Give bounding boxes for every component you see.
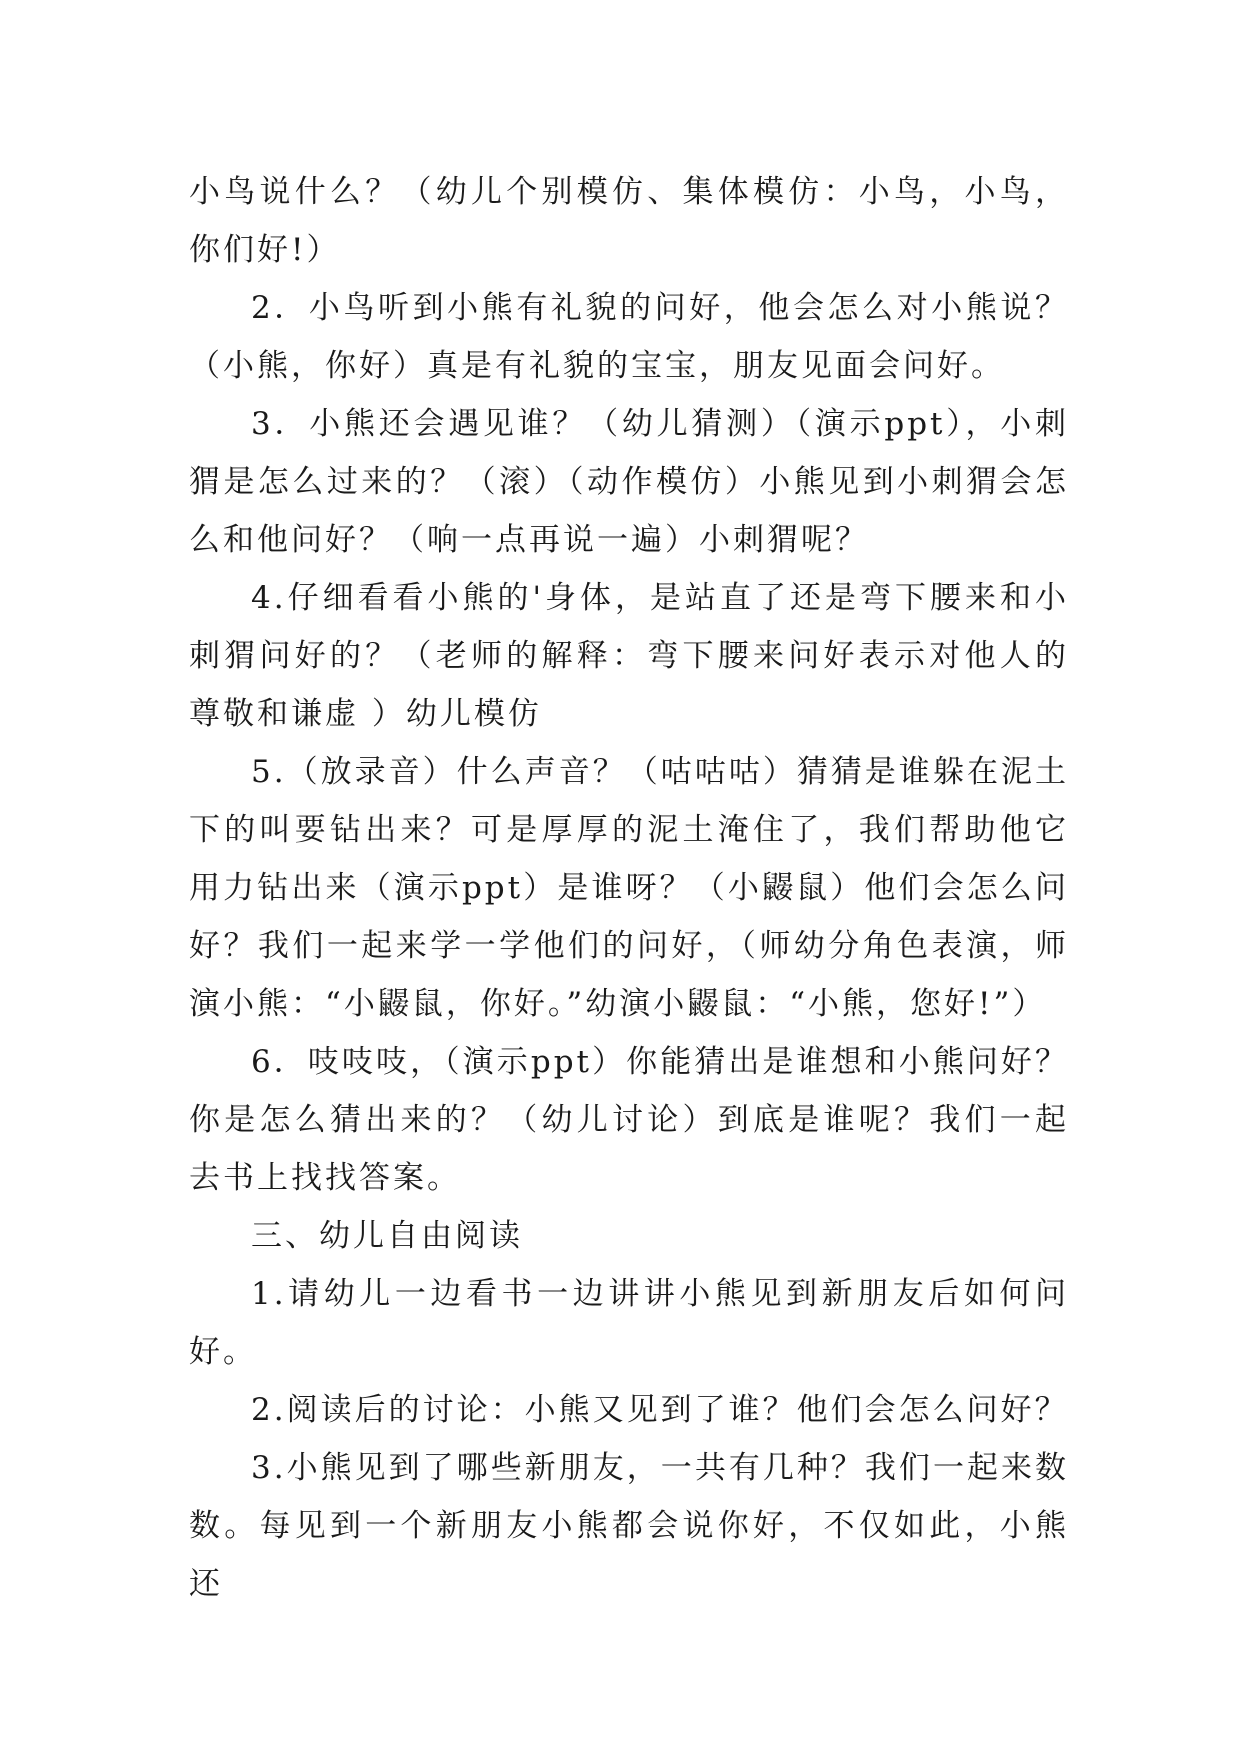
- paragraph-1: 小鸟说什么？（幼儿个别模仿、集体模仿：小鸟，小鸟，你们好!）: [189, 174, 1069, 268]
- document-body: [189, 163, 1069, 1613]
- paragraph-3: 3．小熊还会遇见谁？（幼儿猜测）（演示ppt），小刺猬是怎么过来的？（滚）（动作模仿）小熊见到小刺猬会怎么和他问好？（响一点再说一遍）小刺猬呢？: [189, 406, 1069, 558]
- paragraph-5: 5.（放录音）什么声音？（咕咕咕）猜猜是谁躲在泥土下的叫要钻出来？可是厚厚的泥土淹住了，我们帮助他它用力钻出来（演示ppt）是谁呀？（小鼹鼠）他们会怎么问好？我们一起来学一学他们的问好，（师幼分角色表演，师演小熊：“小鼹鼠，你好。”幼演小鼹鼠：“小熊，您好!”）: [189, 754, 1069, 1022]
- paragraph-8: 2.阅读后的讨论：小熊又见到了谁？他们会怎么问好？: [251, 1392, 1069, 1428]
- paragraph-2: 2．小鸟听到小熊有礼貌的问好，他会怎么对小熊说？（小熊，你好）真是有礼貌的宝宝，朋友见面会问好。: [189, 290, 1069, 384]
- paragraph-6: 6．吱吱吱，（演示ppt）你能猜出是谁想和小熊问好？你是怎么猜出来的？（幼儿讨论）到底是谁呢？我们一起去书上找找答案。: [189, 1044, 1069, 1196]
- paragraph-4: 4.仔细看看小熊的'身体，是站直了还是弯下腰来和小刺猬问好的？（老师的解释：弯下腰来问好表示对他人的尊敬和谦虚 ）幼儿模仿: [189, 580, 1069, 732]
- paragraph-9: 3.小熊见到了哪些新朋友，一共有几种？我们一起来数数。每见到一个新朋友小熊都会说你好，不仅如此，小熊还: [189, 1450, 1069, 1602]
- section-heading: 三、幼儿自由阅读: [251, 1218, 523, 1254]
- paragraph-7: 1.请幼儿一边看书一边讲讲小熊见到新朋友后如何问好。: [189, 1276, 1069, 1370]
